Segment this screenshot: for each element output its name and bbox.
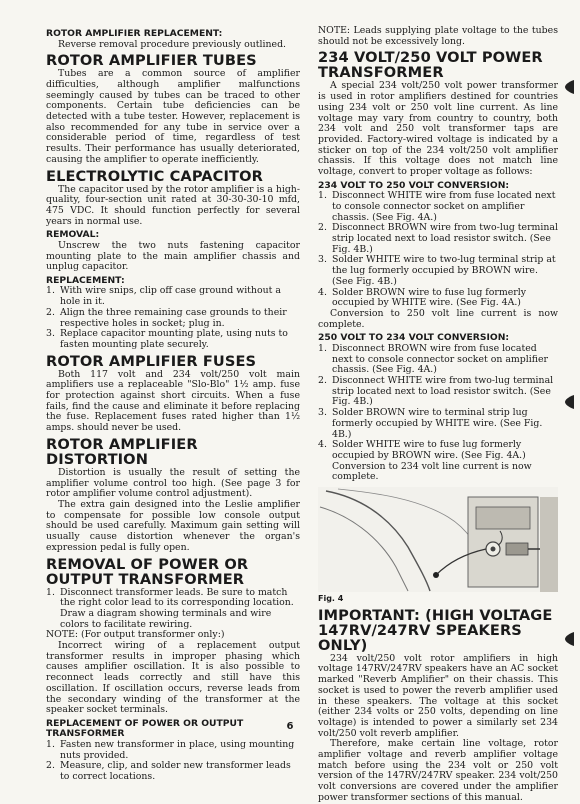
step-number: 3. (318, 407, 327, 419)
figure-4-photo (318, 487, 558, 592)
page-number: 6 (286, 721, 294, 732)
paragraph: NOTE: (For output transformer only:) (46, 629, 225, 641)
heading-rotor-amplifier-tubes: ROTOR AMPLIFIER TUBES (46, 52, 257, 70)
list-item (318, 288, 558, 309)
heading-rotor-amplifier-distortion: ROTOR AMPLIFIER DISTORTION (46, 435, 198, 468)
step-text: Solder BROWN wire to fuse lug formerly occupied by WHITE wire. (See Fig. 4A.) (332, 286, 526, 309)
heading-electrolytic-capacitor: ELECTROLYTIC CAPACITOR (46, 167, 263, 185)
heading-removal: REMOVAL: (46, 229, 100, 241)
capacitor-steps (46, 286, 300, 350)
list-item (318, 440, 558, 483)
step-number: 3. (318, 254, 327, 266)
power-removal-steps (46, 588, 300, 631)
step-number: 2. (318, 374, 327, 386)
paragraph: Incorrect wiring of a replacement output transformer results in improper phasing which causes amplifier oscillation. It is also possible to reconnect leads correctly and still have this oscillation. If oscillation occurs, reverse leads from the secondary winding of the transformer at the speaker socket terminals. (46, 640, 300, 716)
list-item (46, 286, 300, 307)
left-column (46, 26, 300, 783)
thumb-tab-icon (565, 395, 574, 409)
paragraph: Therefore, make certain line voltage, rotor amplifier voltage and reverb amplifier voltage match before using the 234 volt or 250 volt version of the 147RV/247RV speaker. 234 volt/250 volt conversions are covered under the amplifier power transformer sections of this manual. (318, 738, 558, 803)
right-column (318, 26, 558, 804)
paragraph: A special 234 volt/250 volt power transformer is used in rotor amplifiers destined for countries using 234 volt or 250 volt line current. As line voltage may vary from country to country, both 234 volt and 250 volt transformer taps are provided. Factory-wired voltage is indicated by a sticker on top of the 234 volt/250 volt amplifier chassis. If this voltage does not match line voltage, convert to proper voltage as follows: (318, 80, 558, 178)
list-item (318, 255, 558, 287)
step-text: Fasten new transformer in place, using mounting nuts provided. (60, 738, 295, 761)
step-number: 4. (318, 439, 327, 451)
thumb-tab-icon (565, 632, 574, 646)
heading-important: IMPORTANT: (HIGH VOLTAGE 147RV/247RV SPEAKERS ONLY) (318, 606, 553, 654)
step-number: 2. (46, 306, 55, 318)
step-text: Disconnect transformer leads. Be sure to match the right color lead to its corresponding location. Draw a diagram showing terminals and wire colors to facilitate rewiring. (60, 586, 294, 630)
list-item (318, 408, 558, 440)
paragraph: The extra gain designed into the Leslie amplifier to compensate for possible low console output should be used carefully. Maximum gain setting will usually cause distortion whenever the organ's expression pedal is fully open. (46, 499, 300, 553)
thumb-tab-icon (565, 80, 574, 94)
list-item (46, 761, 300, 782)
paragraph: The capacitor used by the rotor amplifier is a high-quality, four-section unit rated at 30-30-30-10 mfd, 475 VDC. It should function perfectly for several years in normal use. (46, 183, 300, 227)
heading-replacement: REPLACEMENT: (46, 274, 125, 286)
list-item (318, 223, 558, 255)
figure-caption: Fig. 4 (318, 594, 344, 604)
step-text: Align the three remaining case grounds to their respective holes in socket; plug in. (60, 306, 287, 329)
step-text: Solder WHITE wire to two-lug terminal strip at the lug formerly occupied by BROWN wire. (See Fig. 4B.) (332, 254, 556, 287)
heading-rotor-amplifier-replacement: ROTOR AMPLIFIER REPLACEMENT: (46, 28, 223, 39)
step-number: 1. (318, 190, 327, 202)
paragraph: Reverse removal procedure previously outlined. (58, 38, 287, 50)
paragraph: Tubes are a common source of amplifier difficulties, although amplifier malfunctions seemingly caused by tubes can be traced to other components. Certain tube deficiencies can be detected with a tube tester. However, replacement is also recommended for any tube in service over a considerable period of time, regardless of test results. Their performance has usually deteriorated, causing the amplifier to operate inefficiently. (46, 68, 300, 165)
paragraph: Both 117 volt and 234 volt/250 volt main amplifiers use a replaceable "Slo-Blo" 1½ amp. fuse for protection against short circuits. When a fuse fails, find the cause and eliminate it before replacing the fuse. Replacement fuses rated higher than 1½ amps. should never be used. (46, 368, 300, 434)
step-number: 1. (318, 342, 327, 354)
heading-replacement-of-power-transformer: REPLACEMENT OF POWER OR OUTPUT TRANSFORMER (46, 717, 244, 740)
step-text: Disconnect BROWN wire from two-lug terminal strip located next to load resistor switch. (See Fig. 4B.) (332, 222, 558, 255)
list-item (46, 308, 300, 329)
heading-234-to-250-conversion: 234 VOLT TO 250 VOLT CONVERSION: (318, 179, 510, 191)
step-text: Disconnect BROWN wire from fuse located next to console connector socket on amplifier chassis. (See Fig. 4A.) (332, 342, 548, 376)
step-text: Measure, clip, and solder new transformer leads to correct locations. (60, 760, 291, 783)
heading-rotor-amplifier-fuses: ROTOR AMPLIFIER FUSES (46, 352, 257, 370)
step-number: 3. (46, 328, 55, 340)
power-replacement-steps (46, 740, 300, 783)
paragraph: NOTE: Leads supplying plate voltage to the tubes should not be excessively long. (318, 25, 558, 47)
step-text: With wire snips, clip off case ground without a hole in it. (60, 285, 281, 308)
paragraph: 234 volt/250 volt rotor amplifiers in high voltage 147RV/247RV speakers have an AC socket marked "Reverb Amplifier" on their chassis. This socket is used to power the reverb amplifier used in these speakers. The voltage at this socket (either 234 volts or 250 volts, depending on line voltage) is intended to power a similarly set 234 volt/250 volt reverb amplifier. (318, 652, 558, 739)
heading-250-to-234-conversion: 250 VOLT TO 234 VOLT CONVERSION: (318, 332, 510, 344)
step-text: Solder WHITE wire to fuse lug formerly occupied by BROWN wire. (See Fig. 4A.) Conversion to 234 volt line current is now complete. (332, 439, 532, 483)
list-item (318, 344, 558, 376)
wiring-photo-illustration (318, 487, 558, 592)
step-text: Replace capacitor mounting plate, using nuts to fasten mounting plate securely. (60, 328, 288, 350)
heading-removal-of-power-transformer: REMOVAL OF POWER OR OUTPUT TRANSFORMER (46, 555, 249, 588)
paragraph: Distortion is usually the result of setting the amplifier volume control too high. (See page 3 for rotor amplifier volume control adjustment). (46, 466, 300, 500)
paragraph: Unscrew the two nuts fastening capacitor mounting plate to the main amplifier chassis and unplug capacitor. (46, 239, 300, 273)
step-number: 4. (318, 286, 327, 298)
step-number: 1. (46, 285, 55, 297)
list-item (46, 329, 300, 350)
list-item (318, 376, 558, 408)
step-text: Solder BROWN wire to terminal strip lug formerly occupied by WHITE wire. (See Fig. 4B.) (332, 407, 543, 440)
paragraph: Conversion to 250 volt line current is now complete. (318, 307, 558, 330)
to234-steps (318, 344, 558, 483)
step-number: 2. (318, 222, 327, 234)
list-item (318, 191, 558, 223)
list-item (46, 740, 300, 761)
step-text: Disconnect WHITE wire from two-lug terminal strip located next to load resistor switch. (See Fig. 4B.) (332, 374, 554, 408)
step-number: 1. (46, 586, 55, 598)
step-text: Disconnect WHITE wire from fuse located next to console connector socket on amplifier chassis. (See Fig. 4A.) (332, 190, 556, 223)
step-number: 1. (46, 738, 55, 750)
list-item (46, 588, 300, 631)
to250-steps (318, 191, 558, 309)
heading-234-volt-power-transformer: 234 VOLT/250 VOLT POWER TRANSFORMER (318, 49, 543, 82)
step-number: 2. (46, 760, 55, 772)
